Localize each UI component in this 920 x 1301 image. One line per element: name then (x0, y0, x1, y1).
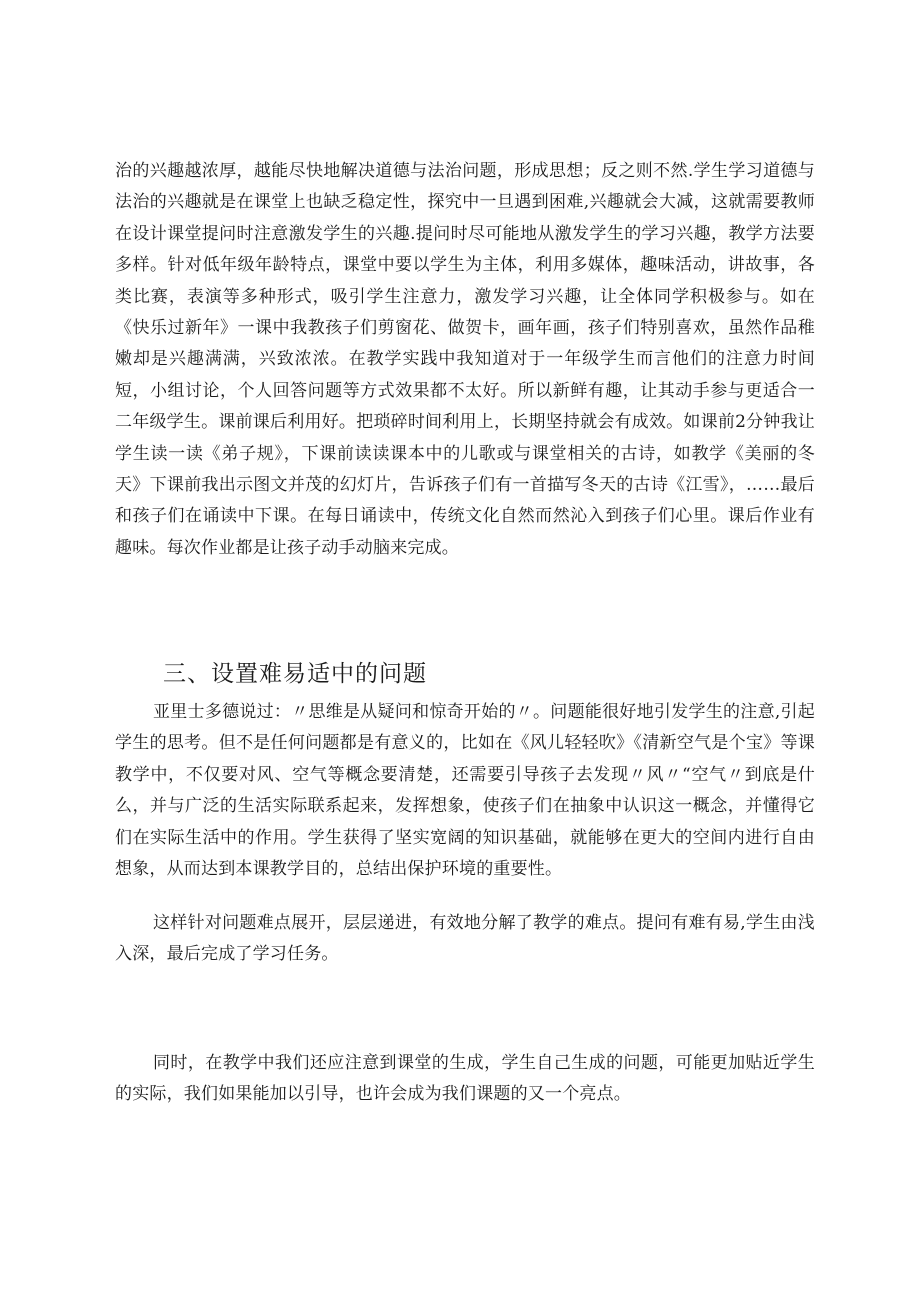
body-paragraph: 这样针对问题难点展开，层层递进，有效地分解了教学的难点。提问有难有易,学生由浅入深，最后完成了学习任务。 (115, 913, 815, 965)
body-paragraph: 治的兴趣越浓厚，越能尽快地解决道德与法治问题，形成思想；反之则不然.学生学习道德与法治的兴趣就是在课堂上也缺乏稳定性，探究中一旦遇到困难,兴趣就会大减，这就需要教师在设计课堂提问时注意激发学生的兴趣.提问时尽可能地从激发学生的学习兴趣，教学方法要多样。针对低年级年龄特点，课堂中要以学生为主体，利用多媒体，趣味活动，讲故事，各类比赛，表演等多种形式，吸引学生注意力，激发学习兴趣，让全体同学积极参与。如在《快乐过新年》一课中我教孩子们剪窗花、做贺卡，画年画，孩子们特别喜欢，虽然作品稚嫩却是兴趣满满，兴致浓浓。在教学实践中我知道对于一年级学生而言他们的注意力时间短，小组讨论，个人回答问题等方式效果都不太好。所以新鲜有趣，让其动手参与更适合一二年级学生。课前课后利用好。把琐碎时间利用上，长期坚持就会有成效。如课前2分钟我让学生读一读《弟子规》，下课前读读课本中的儿歌或与课堂相关的古诗，如教学《美丽的冬天》下课前我出示图文并茂的幻灯片，告诉孩子们有一首描写冬天的古诗《江雪》，……最后和孩子们在诵读中下课。在每日诵读中，传统文化自然而然沁入到孩子们心里。课后作业有趣味。每次作业都是让孩子动手动脑来完成。 (115, 161, 815, 558)
body-paragraph: 同时，在教学中我们还应注意到课堂的生成，学生自己生成的问题，可能更加贴近学生的实际，我们如果能加以引导，也许会成为我们课题的又一个亮点。 (115, 1053, 815, 1105)
body-paragraph: 亚里士多德说过：〃思维是从疑问和惊奇开始的〃。问题能很好地引发学生的注意,引起学生的思考。但不是任何问题都是有意义的，比如在《风儿轻轻吹》《清新空气是个宝》等课教学中，不仅要对风、空气等概念要清楚，还需要引导孩子去发现〃风〃“空气〃到底是什么，并与广泛的生活实际联系起来，发挥想象，使孩子们在抽象中认识这一概念，并懂得它们在实际生活中的作用。学生获得了坚实宽阔的知识基础，就能够在更大的空间内进行自由想象，从而达到本课教学目的，总结出保护环境的重要性。 (115, 702, 815, 880)
section-heading: 三、设置难易适中的问题 (163, 661, 427, 687)
